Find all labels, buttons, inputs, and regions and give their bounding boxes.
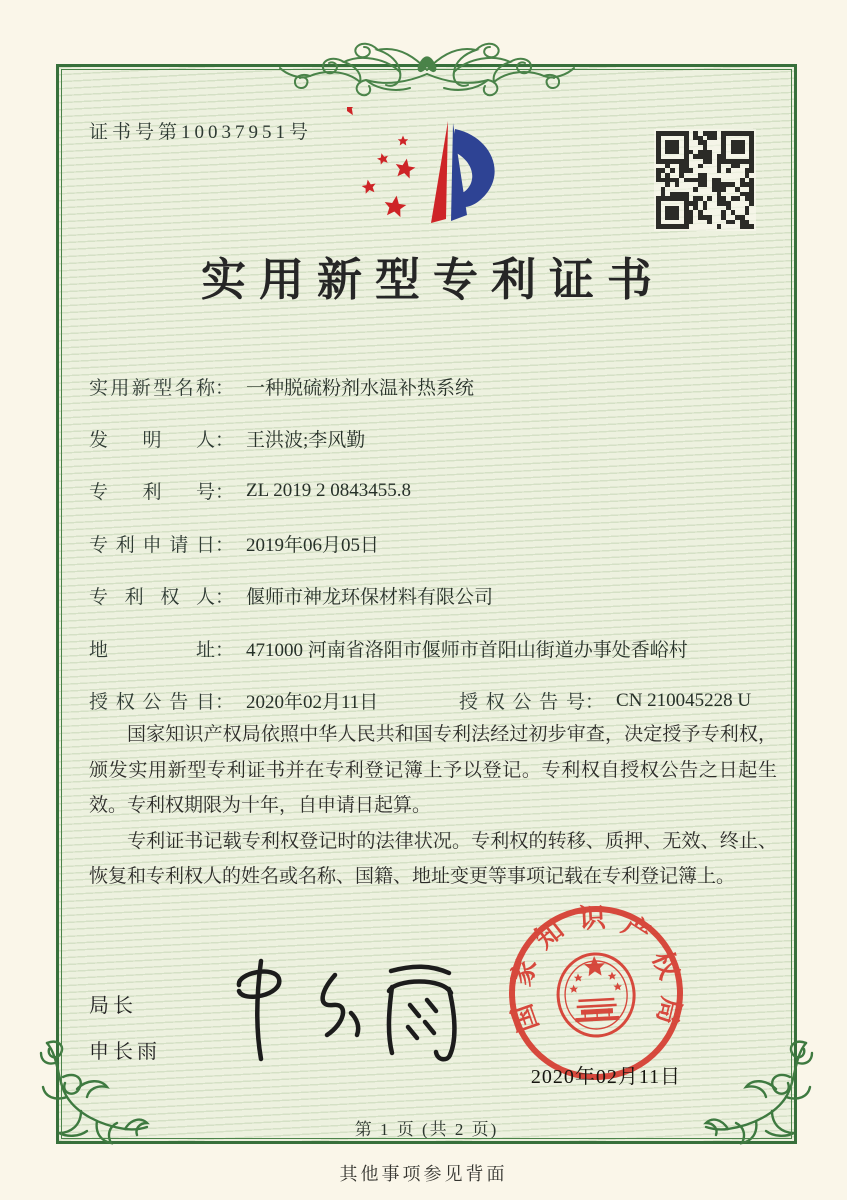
statutory-paragraph-2: 专利证书记载专利权登记时的法律状况。专利权的转移、质押、无效、终止、恢复和专利权人的姓名或名称、国籍、地址变更等事项记载在专利登记簿上。: [89, 830, 777, 887]
commissioner-title: 局长: [89, 995, 137, 1017]
field-row-filing-date: 专利申请日 ： 2019年06月05日: [89, 517, 779, 569]
field-label: 地址: [89, 639, 215, 661]
field-label: 专利申请日: [89, 534, 215, 556]
grant-date-pair: 授权公告日 ： 2020年02月11日: [89, 687, 459, 714]
commissioner-name: 申长雨: [89, 1041, 161, 1063]
field-row-address: 地址 ： 471000 河南省洛阳市偃师市首阳山街道办事处香峪村: [89, 622, 779, 674]
commissioner-block: [89, 989, 161, 1064]
seal-ring-text: 国家知识产权局: [505, 902, 687, 1036]
field-value: 471000 河南省洛阳市偃师市首阳山街道办事处香峪村: [246, 639, 688, 661]
field-row-utility-name: 实用新型名称 ： 一种脱硫粉剂水温补热系统: [89, 360, 779, 412]
field-list: [89, 360, 779, 727]
certificate-frame: [56, 64, 797, 1144]
field-value: 2019年06月05日: [246, 534, 380, 556]
field-row-inventors: 发明人 ： 王洪波;李风勤: [89, 412, 779, 464]
statutory-text: [89, 717, 777, 895]
back-side-note: 其他事项参见背面: [339, 1164, 508, 1184]
seal-date: 2020年02月11日: [530, 1066, 682, 1088]
commissioner-signature: [199, 947, 499, 1067]
certificate-number: 证书号第10037951号: [89, 122, 313, 143]
national-emblem-icon: [556, 952, 636, 1038]
field-label: 实用新型名称: [89, 377, 215, 399]
field-label: 授权公告日: [89, 692, 215, 714]
field-row-patentee: 专利权人 ： 偃师市神龙环保材料有限公司: [89, 570, 779, 622]
field-value: 偃师市神龙环保材料有限公司: [246, 587, 494, 609]
top-flourish-ornament: [262, 30, 592, 104]
field-label: 发明人: [89, 430, 215, 452]
field-value: 2020年02月11日: [246, 692, 379, 714]
page-number: 第 1 页 (共 2 页): [354, 1120, 499, 1139]
grant-number-pair: 授权公告号 ： CN 210045228 U: [459, 687, 751, 714]
field-value: 王洪波;李风勤: [246, 430, 366, 452]
field-label: 授权公告号: [459, 692, 585, 714]
field-label: 专利号: [89, 482, 215, 504]
qr-code: [654, 129, 756, 231]
cnipa-logo-icon: [347, 107, 507, 235]
field-value: ZL 2019 2 0843455.8: [246, 479, 412, 501]
field-value: CN 210045228 U: [616, 689, 752, 711]
field-row-patent-number: 专利号 ： ZL 2019 2 0843455.8: [89, 465, 779, 517]
certificate-title: 实用新型专利证书: [200, 255, 665, 305]
field-value: 一种脱硫粉剂水温补热系统: [246, 377, 475, 399]
field-label: 专利权人: [89, 587, 215, 609]
statutory-paragraph-1: 国家知识产权局依照中华人民共和国专利法经过初步审查，决定授予专利权，颁发实用新型专利证书并在专利登记簿上予以登记。专利权自授权公告之日起生效。专利权期限为十年，自申请日起算。: [89, 724, 777, 816]
